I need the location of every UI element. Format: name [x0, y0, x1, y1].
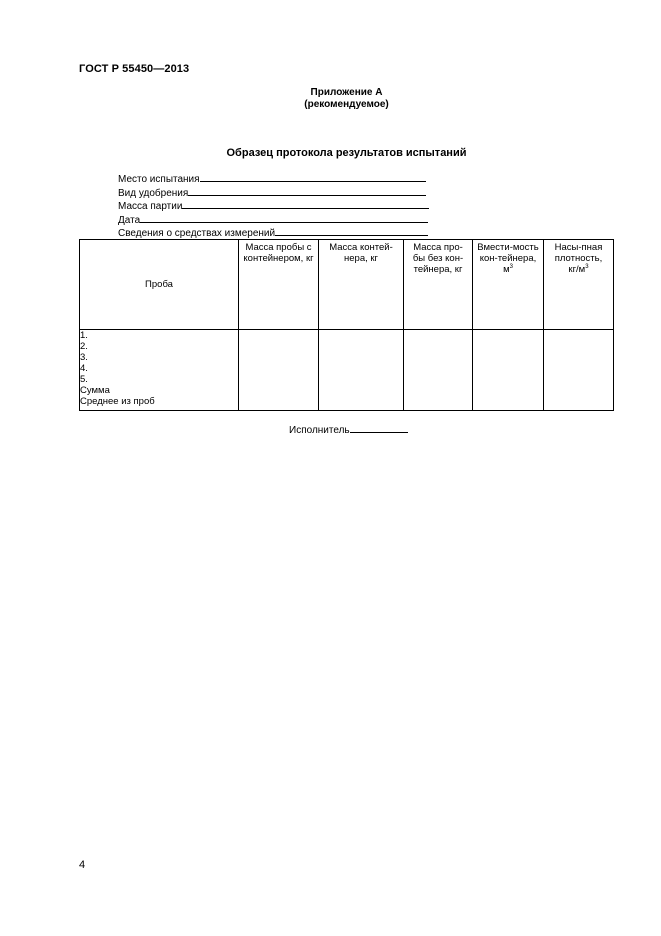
field-label: Вид удобрения	[118, 187, 189, 199]
executor-label: Исполнитель	[289, 425, 350, 436]
fill-line	[200, 172, 426, 182]
header-label: Масса контей-нера, кг	[329, 242, 393, 264]
row-label: Сумма	[80, 385, 110, 396]
page-number: 4	[79, 859, 86, 871]
header-label: Вмести-мость кон-тейнера, м	[477, 242, 539, 275]
field-batch-mass	[118, 199, 429, 213]
empty-cell	[544, 330, 614, 411]
empty-cell	[473, 330, 544, 411]
annex-title: Приложение А	[310, 87, 383, 98]
field-measuring-instruments	[118, 226, 429, 240]
document-title: Образец протокола результатов испытаний	[226, 147, 467, 159]
empty-cell	[319, 330, 404, 411]
probe-rows-cell	[80, 330, 239, 411]
header-probe	[80, 240, 239, 330]
header-container-mass	[319, 240, 404, 330]
field-fertilizer-type	[118, 186, 429, 200]
superscript: 3	[509, 263, 513, 270]
signature-line	[350, 423, 408, 433]
superscript: 3	[585, 263, 589, 270]
header-container-capacity	[473, 240, 544, 330]
empty-cell	[239, 330, 319, 411]
field-label: Масса партии	[118, 201, 183, 212]
row-label: Среднее из проб	[80, 396, 155, 407]
header-bulk-density	[544, 240, 614, 330]
row-label: 3.	[80, 352, 88, 363]
empty-cell	[404, 330, 473, 411]
header-label: Масса пробы с контейнером, кг	[243, 242, 314, 264]
row-label: 2.	[80, 341, 88, 352]
fill-line	[188, 186, 426, 196]
standard-designation: ГОСТ Р 55450—2013	[79, 63, 190, 75]
field-label: Место испытания	[118, 174, 200, 185]
row-label: 1.	[80, 330, 88, 341]
field-date	[118, 213, 429, 227]
field-test-location	[118, 172, 429, 186]
results-table	[79, 239, 614, 411]
header-mass-without-container	[404, 240, 473, 330]
fill-line	[182, 199, 429, 209]
annex-heading	[0, 87, 661, 111]
header-label: Насы-пная плотность, кг/м	[554, 242, 603, 275]
protocol-fields	[118, 172, 429, 240]
fill-line	[275, 226, 428, 236]
executor-signature	[289, 423, 408, 436]
row-label: 5.	[80, 374, 88, 385]
table-body-row	[80, 330, 614, 411]
field-label: Сведения о средствах измерений	[118, 228, 276, 239]
annex-status: (рекомендуемое)	[304, 99, 389, 110]
fill-line	[140, 213, 428, 223]
row-label: 4.	[80, 363, 88, 374]
header-label: Масса про-бы без кон-тейнера, кг	[412, 242, 464, 275]
field-label: Дата	[118, 214, 141, 226]
header-mass-with-container	[239, 240, 319, 330]
table-header-row	[80, 240, 614, 330]
header-probe-label: Проба	[145, 279, 173, 290]
